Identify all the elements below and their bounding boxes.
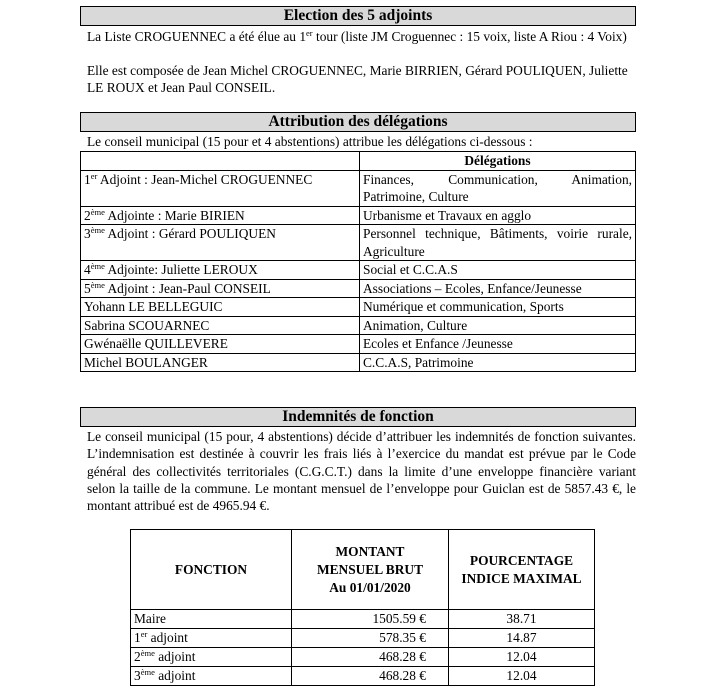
delegations-intro: Le conseil municipal (15 pour et 4 abstentions) attribue les délégations ci-dessous :: [87, 134, 533, 149]
adjoint-name-cell: Gwénaëlle QUILLEVERE: [81, 335, 360, 354]
adjoint-name-cell: 1er Adjoint : Jean-Michel CROGUENNEC: [81, 170, 360, 206]
delegations-table: [80, 151, 636, 372]
pct-header-line1: POURCENTAGE: [469, 552, 574, 568]
delegation-cell: Ecoles et Enfance /Jeunesse: [360, 335, 636, 354]
adjoint-name-cell: 3ème Adjoint : Gérard POULIQUEN: [81, 225, 360, 261]
delegation-cell: Animation, Culture: [360, 316, 636, 335]
table-row: [131, 629, 595, 648]
adjoint-name-cell: 5ème Adjoint : Jean-Paul CONSEIL: [81, 279, 360, 298]
section-header-election: Election des 5 adjoints: [80, 6, 636, 26]
empty-header-cell: [81, 152, 360, 171]
fonction-header: FONCTION: [131, 530, 292, 610]
table-row: [81, 206, 636, 225]
delegation-cell: C.C.A.S, Patrimoine: [360, 353, 636, 372]
election-paragraph-2: Elle est composée de Jean Michel CROGUENNEC, Marie BIRRIEN, Gérard POULIQUEN, Juliette LE ROUX et Jean Paul CONSEIL.: [87, 63, 628, 96]
pourcentage-cell: 38.71: [449, 610, 595, 629]
adjoint-name-cell: 2ème Adjointe : Marie BIRIEN: [81, 206, 360, 225]
section-header-indemnites: Indemnités de fonction: [80, 407, 636, 427]
table-row: [81, 261, 636, 280]
table-row: [81, 298, 636, 317]
delegation-cell: Finances, Communication, Animation, Patrimoine, Culture: [360, 170, 636, 206]
table-row: [81, 170, 636, 206]
table-row: [131, 667, 595, 686]
adjoint-name-cell: 4ème Adjointe: Juliette LEROUX: [81, 261, 360, 280]
delegations-column-header: Délégations: [360, 152, 636, 171]
pourcentage-cell: 12.04: [449, 648, 595, 667]
montant-cell: 578.35 €: [292, 629, 449, 648]
fonction-cell: 3ème adjoint: [131, 667, 292, 686]
pourcentage-header: [449, 530, 595, 610]
table-row: [81, 279, 636, 298]
delegation-cell: Numérique et communication, Sports: [360, 298, 636, 317]
pourcentage-cell: 12.04: [449, 667, 595, 686]
adjoint-name-cell: Sabrina SCOUARNEC: [81, 316, 360, 335]
montant-cell: 468.28 €: [292, 648, 449, 667]
table-header-row: [131, 530, 595, 610]
montant-header-line3: Au 01/01/2020: [329, 579, 411, 595]
section-header-delegations: Attribution des délégations: [80, 112, 636, 132]
adjoint-name-cell: Michel BOULANGER: [81, 353, 360, 372]
table-row: [81, 335, 636, 354]
pct-header-line2: INDICE MAXIMAL: [461, 570, 582, 586]
fonction-cell: Maire: [131, 610, 292, 629]
montant-header-line1: MONTANT: [335, 543, 405, 559]
table-row: [81, 353, 636, 372]
montant-cell: 1505.59 €: [292, 610, 449, 629]
table-row: [81, 225, 636, 261]
table-row: [81, 316, 636, 335]
indemnites-paragraph: Le conseil municipal (15 pour, 4 abstentions) décide d’attribuer les indemnités de fonction suivantes. L’indemnisation est destinée à couvrir les frais liés à l’exercice du mandat est prévue par le Code général des collectivités territoriales (C.G.C.T.) dans la limite d’une enveloppe financière variant selon la taille de la commune. Le montant mensuel de l’enveloppe pour Guiclan est de 5857.43 €, le montant attribué est de 4965.94 €.: [87, 429, 636, 514]
table-row: [131, 610, 595, 629]
table-row: [131, 648, 595, 667]
montant-header: [292, 530, 449, 610]
indemnites-table: [130, 529, 595, 686]
montant-cell: 468.28 €: [292, 667, 449, 686]
fonction-cell: 2ème adjoint: [131, 648, 292, 667]
election-paragraph-1: La Liste CROGUENNEC a été élue au 1er tour (liste JM Croguennec : 15 voix, liste A Riou : 4 Voix): [87, 28, 627, 44]
delegation-cell: Urbanisme et Travaux en agglo: [360, 206, 636, 225]
table-header-row: [81, 152, 636, 171]
delegation-cell: Personnel technique, Bâtiments, voirie rurale, Agriculture: [360, 225, 636, 261]
delegation-cell: Social et C.C.A.S: [360, 261, 636, 280]
delegation-cell: Associations – Ecoles, Enfance/Jeunesse: [360, 279, 636, 298]
montant-header-line2: MENSUEL BRUT: [316, 561, 424, 577]
adjoint-name-cell: Yohann LE BELLEGUIC: [81, 298, 360, 317]
pourcentage-cell: 14.87: [449, 629, 595, 648]
fonction-cell: 1er adjoint: [131, 629, 292, 648]
